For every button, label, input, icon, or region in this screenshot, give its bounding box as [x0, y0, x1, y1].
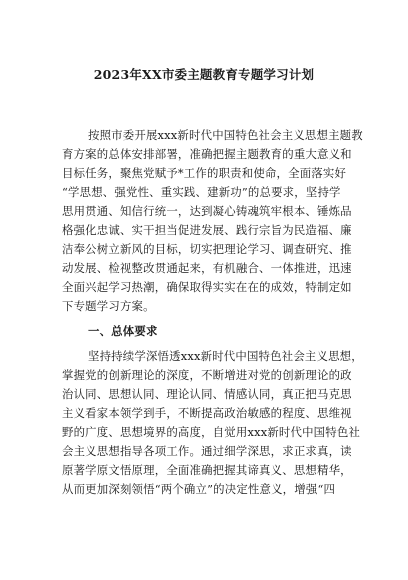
paragraph-line: 原著学原文悟原理，全面准确把握其谛真义、思想精华， — [62, 463, 352, 477]
paragraph-line: 全面兴起学习热潮，确保取得实实在在的成效，特制定如 — [62, 280, 352, 294]
paragraph-line: 育方案的总体安排部署，准确把握主题教育的重大意义和 — [62, 147, 352, 161]
paragraph-line: 从而更加深刻领悟“两个确立”的决定性意义，增强“四 — [62, 482, 336, 496]
paragraph-line: 会主义思想指导各项工作。通过细学深思，求正求真，读 — [62, 444, 352, 458]
paragraph-line: 下专题学习方案。 — [62, 299, 155, 313]
section-heading: 一、总体要求 — [88, 324, 158, 338]
paragraph-line: 坚持持续学深悟透xxx新时代中国特色社会主义思想， — [88, 349, 363, 363]
paragraph-line: “学思想、强党性、重实践、建新功”的总要求，坚持学 — [62, 185, 341, 199]
paragraph-line: 目标任务，聚焦党赋予*工作的职责和使命，全面落实好 — [62, 166, 347, 180]
paragraph-line: 动发展、检视整改贯通起来，有机融合、一体推进，迅速 — [62, 261, 352, 275]
paragraph-line: 治认同、思想认同、理论认同、情感认同，真正把马克思 — [62, 387, 352, 401]
paragraph-line: 格强化忠诚、实干担当促进发展、践行宗旨为民造福、廉 — [62, 223, 352, 237]
paragraph-line: 按照市委开展xxx新时代中国特色社会主义思想主题教 — [88, 128, 363, 142]
document-title: 2023年XX市委主题教育专题学习计划 — [93, 67, 315, 82]
paragraph-line: 主义看家本领学到手，不断提高政治敏感的程度、思维视 — [62, 406, 352, 420]
paragraph-line: 洁奉公树立新风的目标，切实把理论学习、调查研究、推 — [62, 242, 352, 256]
paragraph-line: 掌握党的创新理论的深度，不断增进对党的创新理论的政 — [62, 368, 352, 382]
paragraph-line: 思用贯通、知信行统一，达到凝心铸魂筑牢根本、锤炼品 — [62, 204, 352, 218]
paragraph-line: 野的广度、思想境界的高度，自觉用xxx新时代中国特色社 — [62, 425, 361, 439]
